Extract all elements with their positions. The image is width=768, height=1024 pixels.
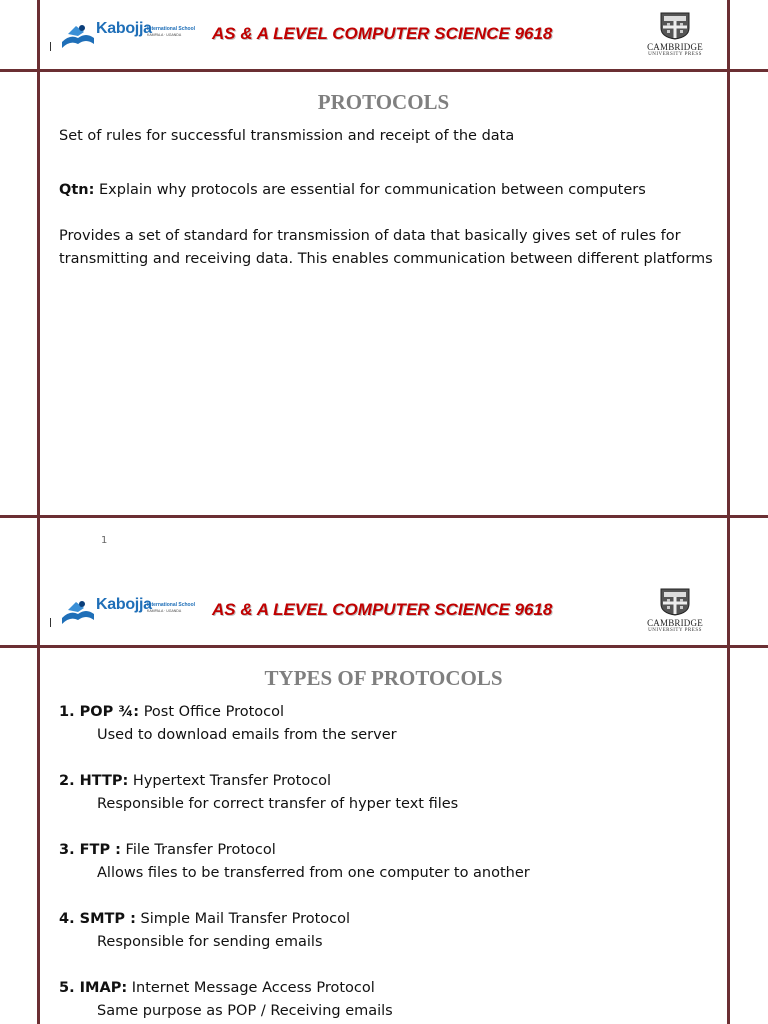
publisher-subtitle: UNIVERSITY PRESS	[648, 52, 702, 57]
school-name: Kabojja	[96, 596, 152, 613]
slide-divider	[0, 515, 768, 518]
school-subtitle: International School KAMPALA · UGANDA	[147, 602, 196, 613]
book-icon	[60, 20, 96, 50]
slide-header	[0, 576, 768, 646]
crest-icon	[660, 12, 690, 40]
publisher-subtitle: UNIVERSITY PRESS	[648, 628, 702, 633]
school-name: Kabojja	[96, 20, 152, 37]
list-item: 5. IMAP: Internet Message Access Protocol Same purpose as POP / Receiving emails	[59, 980, 393, 1019]
slide-title: TYPES OF PROTOCOLS	[264, 666, 503, 690]
slide-header	[0, 0, 768, 70]
left-border	[37, 0, 40, 1024]
school-subtitle: International School KAMPALA · UGANDA	[147, 26, 196, 37]
book-icon	[60, 596, 96, 626]
publisher-name: CAMBRIDGE	[647, 618, 703, 628]
publisher-name: CAMBRIDGE	[647, 42, 703, 52]
list-item: 3. FTP : File Transfer Protocol Allows files to be transferred from one computer to another	[59, 842, 530, 881]
list-item: 1. POP ¾: Post Office Protocol Used to download emails from the server	[59, 704, 397, 743]
answer-text: Provides a set of standard for transmission of data that basically gives set of rules for transmitting and receiving data. This enables communication between different platforms	[59, 228, 713, 267]
cambridge-logo	[640, 12, 710, 58]
school-logo	[50, 590, 200, 630]
crest-icon	[660, 588, 690, 616]
list-item: 2. HTTP: Hypertext Transfer Protocol Responsible for correct transfer of hyper text files	[59, 773, 459, 812]
question-text: Qtn: Explain why protocols are essential for communication between computers	[59, 182, 646, 198]
course-title: AS & A LEVEL COMPUTER SCIENCE 9618	[212, 600, 553, 619]
course-title: AS & A LEVEL COMPUTER SCIENCE 9618	[212, 24, 553, 43]
cambridge-logo	[640, 588, 710, 634]
right-border	[727, 0, 730, 1024]
definition-text: Set of rules for successful transmission and receipt of the data	[59, 128, 515, 144]
page-number: 1	[101, 535, 108, 546]
list-item: 4. SMTP : Simple Mail Transfer Protocol Responsible for sending emails	[59, 911, 351, 950]
school-logo	[50, 14, 200, 54]
slide-title: PROTOCOLS	[317, 90, 450, 114]
